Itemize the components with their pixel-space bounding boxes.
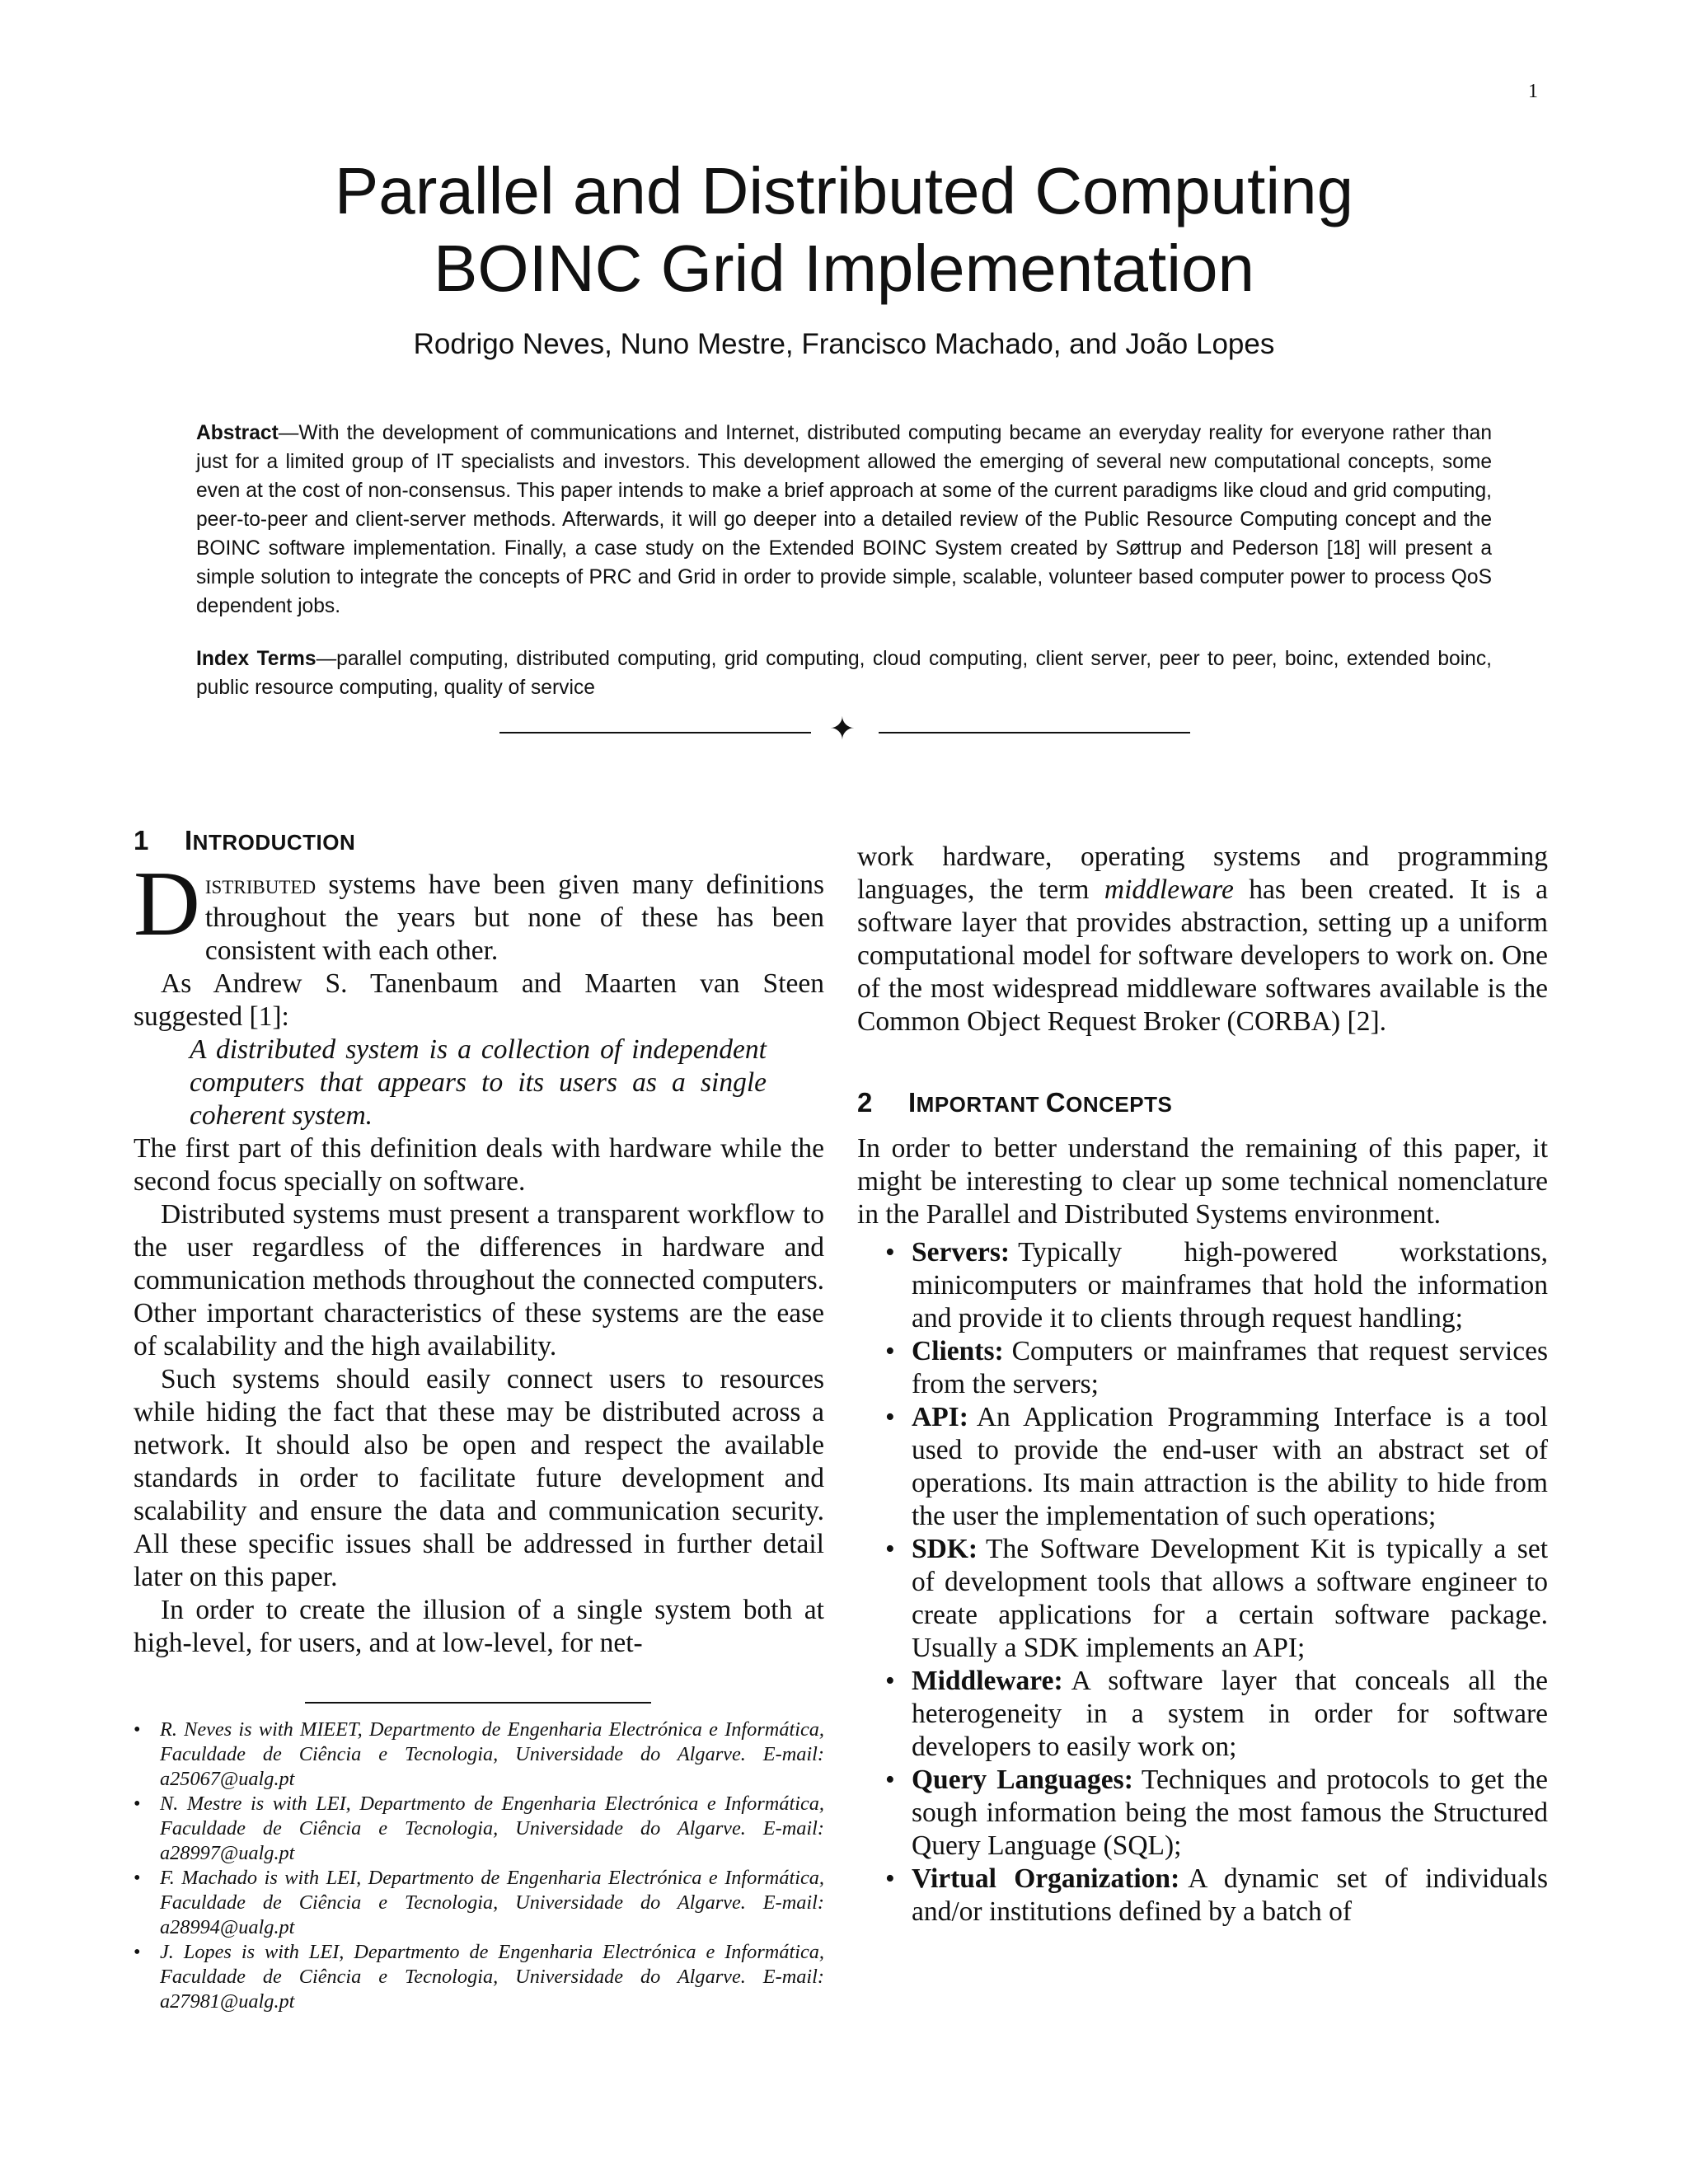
author-footnotes	[134, 1718, 824, 2014]
title-line-1: Parallel and Distributed Computing	[334, 154, 1354, 227]
right-column	[857, 841, 1548, 1929]
list-item	[857, 1236, 1548, 1335]
left-column	[134, 824, 824, 1660]
list-item-text: The Software Development Kit is typically a set of development tools that allows a software engineer to create applications for a certain software package. Usually a SDK implements an API;	[912, 1534, 1548, 1663]
list-item-text: An Application Programming Interface is a tool used to provide the end-user with an abstract set of operations. Its main attraction is the ability to hide from the user the implementation of such operations;	[912, 1402, 1548, 1531]
footnote-item	[134, 1718, 824, 1792]
bullet-icon: •	[134, 1793, 141, 1815]
list-item-term: API:	[912, 1402, 968, 1432]
intro-continuation	[857, 841, 1548, 1038]
intro-paragraph-6: In order to create the illusion of a single system both at high-level, for users, and at low-level, for net-	[134, 1595, 824, 1658]
section-divider	[499, 712, 1190, 748]
list-item-text: A software layer that conceals all the heterogeneity in a system in order for software developers to easily work on;	[912, 1666, 1548, 1762]
footnote-text: N. Mestre is with LEI, Departmento de Engenharia Electrónica e Informática, Faculdade de Ciência e Tecnologia, Universidade do Algarve. E-mail: a28997@ualg.pt	[160, 1793, 824, 1864]
intro-paragraph-1	[134, 853, 824, 968]
list-item	[857, 1401, 1548, 1533]
index-terms-label: Index Terms	[196, 648, 316, 670]
section-2-title-rest-1: MPORTANT	[916, 1092, 1046, 1117]
footnote-rule	[305, 1702, 651, 1704]
footnote-text: R. Neves is with MIEET, Departmento de Engenharia Electrónica e Informática, Faculdade de Ciência e Tecnologia, Universidade do Algarve. E-mail: a25067@ualg.pt	[160, 1718, 824, 1790]
list-item	[857, 1335, 1548, 1401]
concepts-list	[857, 1236, 1548, 1929]
intro-paragraph-2: As Andrew S. Tanenbaum and Maarten van Steen suggested [1]:	[134, 968, 824, 1032]
section-1-title-rest: NTRODUCTION	[192, 830, 356, 855]
list-item-term: Clients:	[912, 1336, 1004, 1366]
abstract-label: Abstract	[196, 422, 279, 444]
bullet-icon: •	[885, 1237, 895, 1268]
section-2-heading	[857, 1086, 1548, 1121]
footnote-item	[134, 1792, 824, 1866]
footnote-text: F. Machado is with LEI, Departmento de Engenharia Electrónica e Informática, Faculdade de Ciência e Tecnologia, Universidade do Algarve. E-mail: a28994@ualg.pt	[160, 1867, 824, 1938]
bullet-icon: •	[885, 1666, 895, 1696]
section-2-title-rest-2: ONCEPTS	[1066, 1092, 1173, 1117]
intro-paragraph-3: The first part of this definition deals with hardware while the second focus specially on software.	[134, 1133, 824, 1197]
section-1-number: 1	[134, 825, 149, 855]
middleware-emphasis: middleware	[1104, 874, 1234, 905]
list-item-text: Typically high-powered workstations, minicomputers or mainframes that hold the information and provide it to clients through request handling;	[912, 1237, 1548, 1333]
section-1-heading	[134, 824, 824, 859]
list-item-term: Middleware:	[912, 1666, 1063, 1696]
footnote-item	[134, 1940, 824, 2014]
footnote-item	[134, 1866, 824, 1940]
bullet-icon: •	[885, 1765, 895, 1795]
divider-star-icon: ✦	[829, 712, 856, 747]
list-item	[857, 1764, 1548, 1863]
paper-title	[0, 152, 1688, 307]
footnote-text: J. Lopes is with LEI, Departmento de Engenharia Electrónica e Informática, Faculdade de Ciência e Tecnologia, Universidade do Algarve. E-mail: a27981@ualg.pt	[160, 1941, 824, 2013]
list-item-term: SDK:	[912, 1534, 978, 1564]
list-item-text: A dynamic set of individuals and/or institutions defined by a batch of	[912, 1863, 1548, 1927]
index-terms-text: —parallel computing, distributed computing, grid computing, cloud computing, client server, peer to peer, boinc, extended boinc, public resource computing, quality of service	[196, 648, 1492, 699]
section-1-title-initial: I	[185, 825, 193, 855]
index-terms	[196, 644, 1492, 702]
abstract-text: —With the development of communications and Internet, distributed computing became an everyday reality for everyone rather than just for a limited group of IT specialists and investors. This development allowed the emerging of several new computational concepts, some even at the cost of non-consensus. This paper intends to make a brief approach at some of the current paradigms like cloud and grid computing, peer-to-peer and client-server methods. Afterwards, it will go deeper into a detailed review of the Public Resource Computing concept and the BOINC software implementation. Finally, a case study on the Extended BOINC System created by Søttrup and Pederson [18] will present a simple solution to integrate the concepts of PRC and Grid in order to provide simple, scalable, volunteer based computer power to process QoS dependent jobs.	[196, 422, 1492, 617]
divider-rule-left	[499, 732, 811, 733]
drop-cap: D	[134, 853, 200, 955]
list-item-text: Computers or mainframes that request services from the servers;	[912, 1336, 1548, 1399]
bullet-icon: •	[134, 1718, 141, 1741]
bullet-icon: •	[134, 1867, 141, 1889]
bullet-icon: •	[885, 1402, 895, 1432]
divider-rule-right	[879, 732, 1190, 733]
intro-continuation-end: has been created. It is a software layer that provides abstraction, setting up a uniform computational model for software developers to work on. One of the most widespread middleware softwares available is the Common Object Request Broker (CORBA) [2].	[857, 874, 1548, 1037]
intro-continuation-text: work hardware, operating systems and programming languages, the term	[857, 841, 1548, 905]
author-list: Rodrigo Neves, Nuno Mestre, Francisco Machado, and João Lopes	[413, 328, 1275, 360]
section-2-number: 2	[857, 1087, 873, 1118]
title-line-2: BOINC Grid Implementation	[434, 232, 1254, 305]
intro-paragraph-5: Such systems should easily connect users to resources while hiding the fact that these may be distributed across a network. It should also be open and respect the available standards in order to facilitate future development and scalability and ensure the data and communication security. All these specific issues shall be addressed in further detail later on this paper.	[134, 1364, 824, 1592]
bullet-icon: •	[885, 1534, 895, 1564]
definition-quote: A distributed system is a collection of independent computers that appears to its users as a single coherent system.	[190, 1034, 767, 1131]
list-item-term: Servers:	[912, 1237, 1010, 1268]
list-item-text: Techniques and protocols to get the sough information being the most famous the Structured Query Language (SQL);	[912, 1765, 1548, 1861]
bullet-icon: •	[134, 1941, 141, 1963]
bullet-icon: •	[885, 1863, 895, 1894]
intro-paragraph-1-text: systems have been given many definitions throughout the years but none of these has been consistent with each other.	[204, 869, 824, 966]
abstract	[196, 419, 1492, 621]
page-number: 1	[1528, 81, 1538, 102]
list-item	[857, 1665, 1548, 1764]
drop-cap-word-rest: istributed	[204, 869, 316, 900]
list-item-term: Query Languages:	[912, 1765, 1133, 1795]
section-2-title-initial-1: I	[908, 1087, 917, 1118]
bullet-icon: •	[885, 1336, 895, 1366]
list-item	[857, 1863, 1548, 1929]
concepts-intro: In order to better understand the remaining of this paper, it might be interesting to clear up some technical nomenclature in the Parallel and Distributed Systems environment.	[857, 1133, 1548, 1230]
section-2-title-initial-2: C	[1045, 1087, 1067, 1118]
list-item	[857, 1533, 1548, 1665]
intro-paragraph-4: Distributed systems must present a transparent workflow to the user regardless of the differences in hardware and communication methods throughout the connected computers. Other important characteristics of these systems are the ease of scalability and the high availability.	[134, 1199, 824, 1361]
list-item-term: Virtual Organization:	[912, 1863, 1180, 1894]
